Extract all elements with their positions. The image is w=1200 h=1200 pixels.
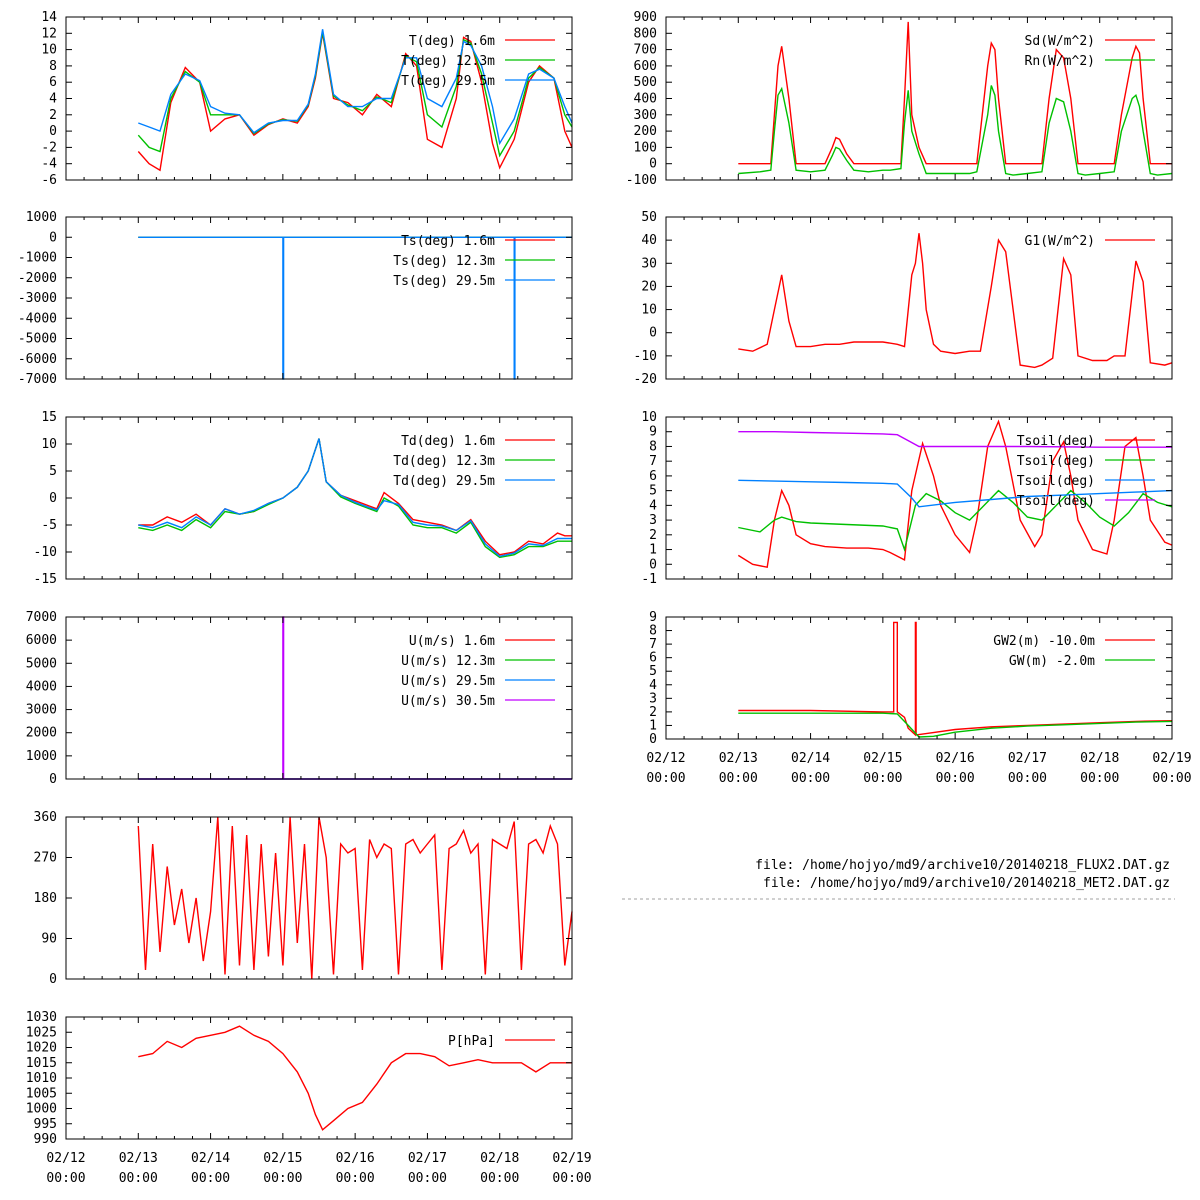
y-tick-label-direction-3: 270	[33, 850, 57, 866]
x-tick-label-date-gw-0: 02/12	[646, 751, 686, 766]
series-line-wind-3	[138, 617, 572, 779]
series-line-soil-0	[738, 421, 1172, 567]
y-tick-label-direction-1: 90	[41, 931, 57, 947]
y-tick-label-pressure-3: 1005	[25, 1086, 57, 1102]
series-line-gw-0	[738, 622, 1172, 735]
y-tick-label-pressure-2: 1000	[25, 1101, 57, 1117]
series-line-soil-2	[738, 480, 1172, 507]
x-tick-label-date-pressure-0: 02/12	[46, 1151, 86, 1166]
x-tick-label-time-gw-1: 00:00	[718, 771, 758, 786]
y-tick-label-wind-4: 4000	[25, 679, 57, 695]
legend-label-soil-3: Tsoil(deg)	[1016, 494, 1095, 509]
y-tick-label-radiation-9: 800	[633, 26, 657, 42]
x-tick-label-date-gw-4: 02/16	[935, 751, 975, 766]
y-tick-label-wind-3: 3000	[25, 702, 57, 718]
y-tick-label-surface-3: -4000	[17, 311, 57, 327]
y-tick-label-gw-0: 0	[649, 732, 657, 747]
y-tick-label-gw-4: 4	[649, 677, 657, 693]
plot-frame-wind	[66, 617, 572, 779]
y-tick-label-soil-5: 4	[649, 498, 657, 514]
y-tick-label-direction-0: 0	[49, 972, 57, 987]
y-tick-label-soil-8: 7	[649, 454, 657, 470]
y-tick-label-soil-2: 1	[649, 542, 657, 558]
y-tick-label-direction-2: 180	[33, 891, 57, 906]
x-tick-label-time-pressure-7: 00:00	[552, 1171, 592, 1186]
series-line-direction-0	[138, 817, 572, 979]
y-tick-label-radiation-6: 500	[633, 75, 657, 91]
panel-wind-speed	[26, 610, 572, 787]
y-tick-label-wind-0: 0	[49, 772, 57, 787]
series-line-radiation-1	[738, 86, 1172, 176]
legend-label-temp-0: T(deg) 1.6m	[408, 34, 495, 49]
x-tick-label-time-gw-5: 00:00	[1007, 771, 1047, 786]
legend-label-surface-0: Ts(deg) 1.6m	[401, 234, 495, 249]
legend-label-soil-1: Tsoil(deg)	[1016, 454, 1095, 469]
y-tick-label-radiation-8: 700	[633, 42, 657, 58]
legend-label-temp-2: T(deg) 29.5m	[401, 74, 495, 89]
legend-label-dewpoint-1: Td(deg) 12.3m	[393, 454, 495, 469]
x-tick-label-date-pressure-2: 02/14	[191, 1151, 231, 1166]
series-line-temp-1	[138, 32, 572, 156]
legend-label-wind-2: U(m/s) 29.5m	[401, 674, 495, 689]
plot-frame-ground	[666, 217, 1172, 379]
x-tick-label-date-gw-2: 02/14	[791, 751, 831, 766]
series-line-radiation-0	[738, 22, 1172, 164]
x-tick-label-date-pressure-3: 02/15	[263, 1151, 303, 1166]
legend-label-ground-0: G1(W/m^2)	[1024, 234, 1095, 249]
y-tick-label-dewpoint-1: -10	[33, 545, 57, 560]
y-tick-label-temp-7: 8	[49, 58, 57, 74]
y-tick-label-pressure-1: 995	[33, 1116, 57, 1132]
y-tick-label-radiation-4: 300	[633, 107, 657, 123]
legend-label-surface-1: Ts(deg) 12.3m	[393, 254, 495, 269]
legend-label-temp-1: T(deg) 12.3m	[401, 54, 495, 69]
x-tick-label-time-pressure-3: 00:00	[263, 1171, 303, 1186]
y-tick-label-ground-0: -20	[633, 372, 657, 387]
y-tick-label-soil-4: 3	[649, 513, 657, 529]
y-tick-label-temp-9: 12	[41, 26, 57, 42]
y-tick-label-soil-0: -1	[641, 572, 657, 587]
series-line-temp-0	[138, 33, 572, 170]
y-tick-label-radiation-10: 900	[633, 10, 657, 25]
y-tick-label-ground-7: 50	[641, 210, 657, 225]
x-tick-label-time-pressure-2: 00:00	[191, 1171, 231, 1186]
y-tick-label-radiation-2: 100	[633, 140, 657, 156]
panel-ground-heat-flux	[634, 210, 1172, 387]
panel-temperature	[41, 10, 572, 188]
x-tick-label-time-pressure-5: 00:00	[407, 1171, 447, 1186]
x-tick-label-time-pressure-6: 00:00	[480, 1171, 520, 1186]
y-tick-label-soil-11: 10	[641, 410, 657, 425]
y-tick-label-temp-0: -6	[41, 173, 57, 188]
x-tick-label-date-gw-7: 02/19	[1152, 751, 1192, 766]
y-tick-label-temp-6: 6	[49, 75, 57, 91]
y-tick-label-ground-6: 40	[641, 233, 657, 249]
y-tick-label-temp-2: -2	[41, 140, 57, 156]
series-line-temp-2	[138, 29, 572, 143]
y-tick-label-surface-1: -6000	[17, 351, 57, 367]
x-tick-label-time-gw-6: 00:00	[1080, 771, 1120, 786]
x-tick-label-date-gw-1: 02/13	[718, 751, 758, 766]
y-tick-label-wind-6: 6000	[25, 633, 57, 649]
y-tick-label-gw-8: 8	[649, 623, 657, 639]
plot-frame-surface	[66, 217, 572, 379]
panel-groundwater	[646, 610, 1191, 786]
panel-pressure	[26, 1010, 592, 1186]
y-tick-label-soil-7: 6	[649, 468, 657, 484]
x-tick-label-date-pressure-6: 02/18	[480, 1151, 520, 1166]
y-tick-label-surface-8: 1000	[25, 210, 57, 225]
y-tick-label-pressure-0: 990	[33, 1132, 57, 1147]
x-tick-label-date-pressure-5: 02/17	[407, 1151, 447, 1166]
y-tick-label-pressure-6: 1020	[25, 1040, 57, 1056]
y-tick-label-surface-6: -1000	[17, 250, 57, 266]
y-tick-label-soil-9: 8	[649, 439, 657, 455]
legend-label-gw-0: GW2(m) -10.0m	[993, 634, 1095, 649]
plot-frame-soil	[666, 417, 1172, 579]
x-tick-label-date-pressure-1: 02/13	[118, 1151, 158, 1166]
x-tick-label-date-gw-3: 02/15	[863, 751, 903, 766]
x-tick-label-date-pressure-7: 02/19	[552, 1151, 592, 1166]
y-tick-label-surface-0: -7000	[17, 372, 57, 387]
x-tick-label-time-gw-7: 00:00	[1152, 771, 1192, 786]
y-tick-label-radiation-5: 400	[633, 91, 657, 107]
y-tick-label-temp-10: 14	[41, 10, 57, 25]
legend-label-wind-0: U(m/s) 1.6m	[408, 634, 495, 649]
legend-label-dewpoint-2: Td(deg) 29.5m	[393, 474, 495, 489]
legend-label-wind-1: U(m/s) 12.3m	[401, 654, 495, 669]
y-tick-label-pressure-4: 1010	[25, 1071, 57, 1086]
y-tick-label-wind-2: 2000	[25, 725, 57, 741]
series-line-ground-0	[738, 233, 1172, 367]
y-tick-label-dewpoint-5: 10	[41, 437, 57, 452]
y-tick-label-surface-2: -5000	[17, 331, 57, 347]
legend-label-radiation-0: Sd(W/m^2)	[1024, 34, 1095, 49]
y-tick-label-surface-5: -2000	[17, 270, 57, 286]
legend-label-dewpoint-0: Td(deg) 1.6m	[401, 434, 495, 449]
panel-radiation	[626, 10, 1172, 188]
y-tick-label-temp-8: 10	[41, 42, 57, 58]
y-tick-label-direction-4: 360	[33, 810, 57, 825]
y-tick-label-temp-4: 2	[49, 107, 57, 123]
y-tick-label-surface-4: -3000	[17, 291, 57, 306]
panel-dewpoint	[34, 410, 572, 587]
legend-label-pressure-0: P[hPa]	[448, 1034, 495, 1049]
y-tick-label-soil-1: 0	[649, 557, 657, 573]
x-tick-label-date-pressure-4: 02/16	[335, 1151, 375, 1166]
y-tick-label-dewpoint-2: -5	[41, 518, 57, 533]
y-tick-label-gw-6: 6	[649, 650, 657, 666]
y-tick-label-soil-3: 2	[649, 527, 657, 543]
y-tick-label-ground-4: 20	[641, 279, 657, 295]
y-tick-label-dewpoint-3: 0	[49, 491, 57, 506]
y-tick-label-radiation-0: -100	[625, 173, 657, 188]
series-line-dewpoint-2	[138, 439, 572, 557]
legend-label-soil-2: Tsoil(deg)	[1016, 474, 1095, 489]
x-tick-label-time-gw-4: 00:00	[935, 771, 975, 786]
panel-wind-direction	[34, 810, 572, 987]
y-tick-label-ground-1: -10	[633, 348, 657, 364]
y-tick-label-gw-2: 2	[649, 704, 657, 720]
series-line-dewpoint-0	[138, 439, 572, 555]
y-tick-label-wind-7: 7000	[25, 610, 57, 625]
series-line-dewpoint-1	[138, 439, 572, 558]
y-tick-label-gw-5: 5	[649, 664, 657, 680]
y-tick-label-dewpoint-6: 15	[41, 410, 57, 425]
x-tick-label-time-gw-2: 00:00	[791, 771, 831, 786]
y-tick-label-ground-2: 0	[649, 325, 657, 341]
panel-soil-temperature	[641, 410, 1172, 587]
x-tick-label-time-pressure-4: 00:00	[335, 1171, 375, 1186]
y-tick-label-radiation-3: 200	[633, 124, 657, 140]
legend-label-surface-2: Ts(deg) 29.5m	[393, 274, 495, 289]
y-tick-label-ground-3: 10	[641, 302, 657, 318]
y-tick-label-dewpoint-4: 5	[49, 464, 57, 479]
y-tick-label-temp-3: 0	[49, 124, 57, 140]
y-tick-label-pressure-7: 1025	[25, 1025, 57, 1041]
y-tick-label-gw-7: 7	[649, 637, 657, 653]
x-tick-label-date-gw-6: 02/18	[1080, 751, 1120, 766]
x-tick-label-date-gw-5: 02/17	[1007, 751, 1047, 766]
y-tick-label-temp-1: -4	[41, 156, 57, 172]
legend-label-soil-0: Tsoil(deg)	[1016, 434, 1095, 449]
y-tick-label-soil-6: 5	[649, 483, 657, 499]
panel-surface-temperature	[18, 210, 572, 387]
legend-label-gw-1: GW(m) -2.0m	[1008, 654, 1095, 669]
y-tick-label-ground-5: 30	[641, 256, 657, 272]
x-tick-label-time-pressure-1: 00:00	[118, 1171, 158, 1186]
y-tick-label-gw-3: 3	[649, 691, 657, 707]
y-tick-label-gw-9: 9	[649, 610, 657, 625]
legend-label-radiation-1: Rn(W/m^2)	[1024, 54, 1095, 69]
y-tick-label-wind-5: 5000	[25, 656, 57, 672]
series-line-pressure-0	[138, 1026, 572, 1130]
legend-label-wind-3: U(m/s) 30.5m	[401, 694, 495, 709]
x-tick-label-time-gw-3: 00:00	[863, 771, 903, 786]
y-tick-label-dewpoint-0: -15	[33, 572, 57, 587]
series-line-surface-2	[138, 237, 572, 379]
y-tick-label-radiation-7: 600	[633, 58, 657, 74]
x-tick-label-time-pressure-0: 00:00	[46, 1171, 86, 1186]
y-tick-label-wind-1: 1000	[25, 748, 57, 764]
file-line-2: file: /home/hojyo/md9/archive10/20140218_MET2.DAT.gz	[763, 876, 1170, 891]
y-tick-label-radiation-1: 0	[649, 156, 657, 172]
y-tick-label-gw-1: 1	[649, 718, 657, 734]
y-tick-label-temp-5: 4	[49, 91, 57, 107]
y-tick-label-surface-7: 0	[49, 230, 57, 246]
file-line-1: file: /home/hojyo/md9/archive10/20140218_FLUX2.DAT.gz	[755, 858, 1170, 873]
y-tick-label-soil-10: 9	[649, 424, 657, 440]
x-tick-label-time-gw-0: 00:00	[646, 771, 686, 786]
y-tick-label-pressure-8: 1030	[25, 1010, 57, 1025]
y-tick-label-pressure-5: 1015	[25, 1055, 57, 1071]
plot-frame-gw	[666, 617, 1172, 739]
